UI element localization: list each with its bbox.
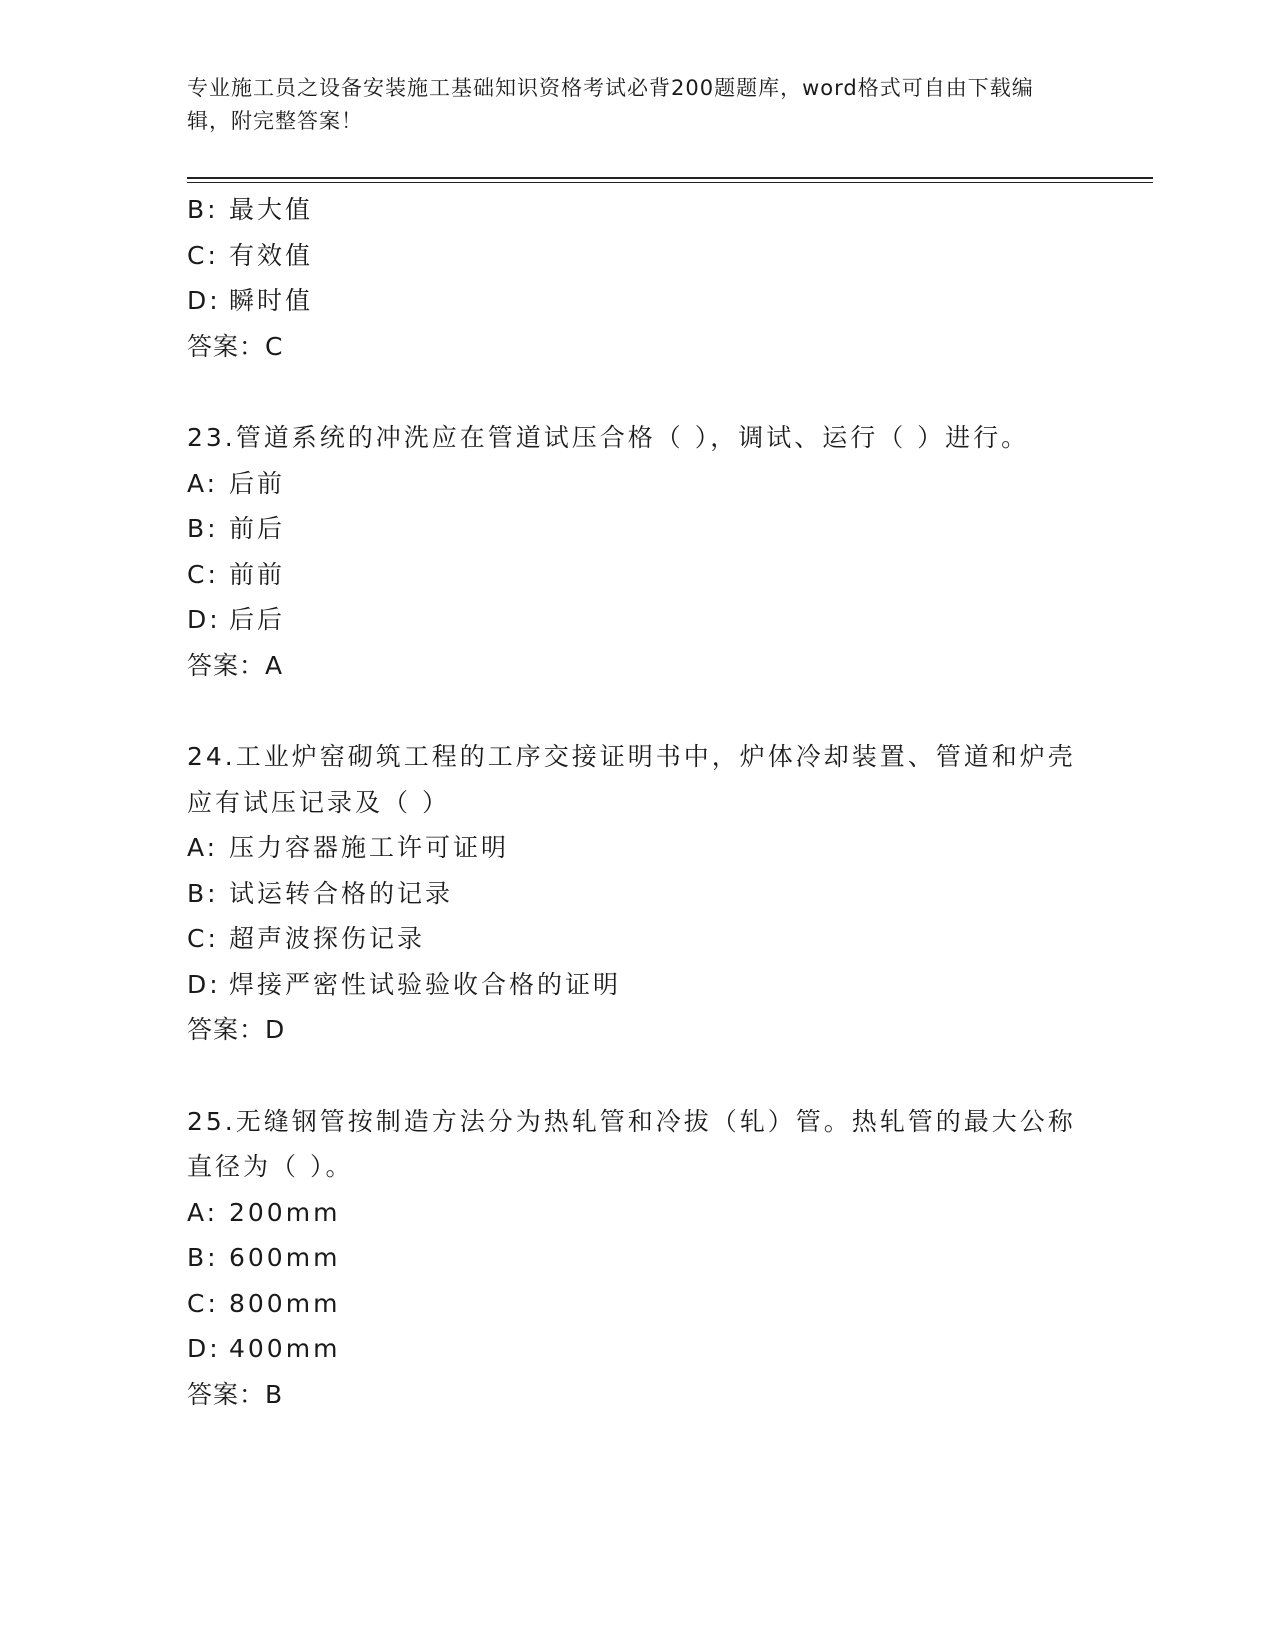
question-25 <box>187 1099 1087 1418</box>
question-text: 24.工业炉窑砌筑工程的工序交接证明书中，炉体冷却装置、管道和炉壳应有试压记录及（ ） <box>187 742 1076 817</box>
option-b: B: 前后 <box>187 514 286 543</box>
page-header: 专业施工员之设备安装施工基础知识资格考试必背200题题库，word格式可自由下载编辑，附完整答案！ <box>187 76 1034 133</box>
answer-line: 答案：C <box>187 331 284 361</box>
option-c: C: 超声波探伤记录 <box>187 924 426 953</box>
answer-line: 答案：A <box>187 650 284 680</box>
question-22-partial <box>187 187 1087 369</box>
option-c: C: 800mm <box>187 1288 341 1318</box>
option-d: D: 400mm <box>187 1334 341 1363</box>
option-d: D: 焊接严密性试验验收合格的证明 <box>187 969 622 999</box>
option-c: C: 有效值 <box>187 240 314 270</box>
answer-line: 答案：D <box>187 1015 286 1044</box>
option-a: A: 200mm <box>187 1197 341 1227</box>
header-rule-thin <box>187 182 1153 183</box>
option-d: D: 瞬时值 <box>187 286 314 315</box>
question-text: 25.无缝钢管按制造方法分为热轧管和冷拔（轧）管。热轧管的最大公称直径为（ ）。 <box>187 1106 1076 1181</box>
question-23 <box>187 415 1087 688</box>
option-a: A: 后前 <box>187 468 286 498</box>
option-a: A: 压力容器施工许可证明 <box>187 833 510 862</box>
question-text: 23.管道系统的冲洗应在管道试压合格（ ），调试、运行（ ）进行。 <box>187 423 1030 452</box>
option-c: C: 前前 <box>187 559 286 589</box>
option-b: B: 最大值 <box>187 195 314 224</box>
header-rule-thick <box>187 177 1153 179</box>
option-d: D: 后后 <box>187 605 286 634</box>
question-24 <box>187 734 1087 1053</box>
option-b: B: 试运转合格的记录 <box>187 878 454 908</box>
answer-line: 答案：B <box>187 1379 284 1409</box>
option-b: B: 600mm <box>187 1243 341 1272</box>
question-content <box>187 187 1087 1417</box>
